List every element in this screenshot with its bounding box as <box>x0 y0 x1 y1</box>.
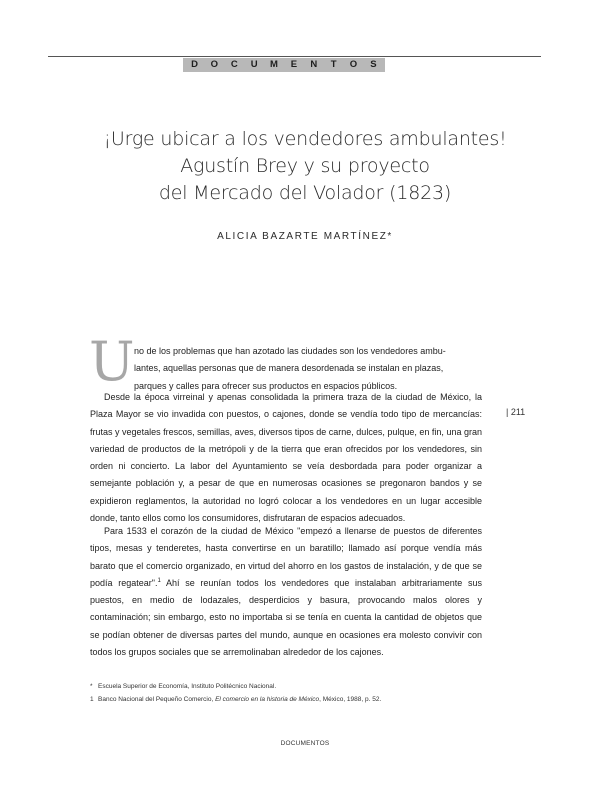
header-rule <box>48 56 541 57</box>
article-title-line-3: del Mercado del Volador (1823) <box>158 182 452 204</box>
drop-cap: U <box>89 330 135 393</box>
footnote-text: , México, 1988, p. 52. <box>319 696 382 703</box>
paragraph-3 <box>90 523 482 661</box>
paragraph-1 <box>90 343 482 395</box>
footnote-text: Banco Nacional del Pequeño Comercio, <box>98 696 216 703</box>
section-letter: O <box>349 59 358 70</box>
section-letter: D <box>191 59 198 70</box>
paragraph-1-line: no de los problemas que han azotado las ciudades son los vendedores ambu- <box>134 346 446 356</box>
footnote-ref-1[interactable]: 1 <box>157 577 161 584</box>
footnote <box>90 693 510 706</box>
footnote-book-title: El comercio en la historia de México <box>215 696 320 703</box>
section-letter: E <box>290 59 298 70</box>
author-name: ALICIA BAZARTE MARTÍNEZ* <box>217 231 393 242</box>
section-letter: S <box>370 59 377 70</box>
section-letter: N <box>310 59 318 70</box>
paragraph-1-line: parques y calles para ofrecer sus productos en espacios públicos. <box>134 380 398 391</box>
section-letter: O <box>210 59 219 70</box>
footnote-mark: 1 <box>90 696 94 703</box>
footnote-mark: * <box>90 683 93 690</box>
section-header-band <box>183 58 385 72</box>
footnote <box>90 680 510 693</box>
section-letter: U <box>250 59 258 70</box>
paragraph-3-text-cont: Ahí se reunían todos los vendedores que instalaban arbitrariamente sus puestos, en medio de lodazales, desperdicios y basura, provocando malos olores y contaminación; sin embargo, esto no importaba si se tenía en cuenta la cantidad de objetos que se podían obtener de diversas partes del mundo, aunque en ocasiones era molesto convivir con todos los grupos sociales que se arremolinaban alrededor de los cajones. <box>90 577 482 658</box>
article-title-line-1: ¡Urge ubicar a los vendedores ambulantes! <box>103 128 507 150</box>
section-letter: T <box>330 59 337 70</box>
paragraph-2: Desde la época virreinal y apenas consolidada la primera traza de la ciudad de México, la Plaza Mayor se vio invadida con puestos, o cajones, donde se vendía todo tipo de mercancías: frutas y vegetales frescos, semillas, aves, diversos tipos de carne, dulces, pulque, en fin, una gran variedad de productos de la metrópoli y de la tierra que eran ofrecidos por los vendedores, sin orden ni concierto. La labor del Ayuntamiento se veía desbordada para poder organizar a semejante población y, a pesar de que en numerosas ocasiones se pregonaron bandos y se expidieron reglamentos, la autoridad no logró colocar a los vendedores en un lugar accesible donde, tanto ellos como los consumidores, disfrutaran de espacios adecuados. <box>90 392 482 524</box>
section-letter: C <box>230 59 238 70</box>
footer-section-label: DOCUMENTOS <box>280 740 330 747</box>
paragraph-1-line: lantes, aquellas personas que de manera desordenada se instalan en plazas, <box>134 363 444 374</box>
paragraph-3-text: Para 1533 el corazón de la ciudad de México "empezó a llenarse de puestos de diferentes tipos, mesas y tenderetes, hasta convertirse en un baratillo; llamado así porque vendía más barato que el comercio organizado, en virtud del ahorro en los gastos de instalación, y de que se podía regatear". <box>90 526 482 588</box>
section-letter: M <box>270 59 278 70</box>
footnotes <box>90 680 510 706</box>
page-number: | 211 <box>506 407 526 417</box>
footnote-text: Escuela Superior de Economía, Instituto Politécnico Nacional. <box>98 683 277 690</box>
article-title-line-2: Agustín Brey y su proyecto <box>180 155 430 177</box>
